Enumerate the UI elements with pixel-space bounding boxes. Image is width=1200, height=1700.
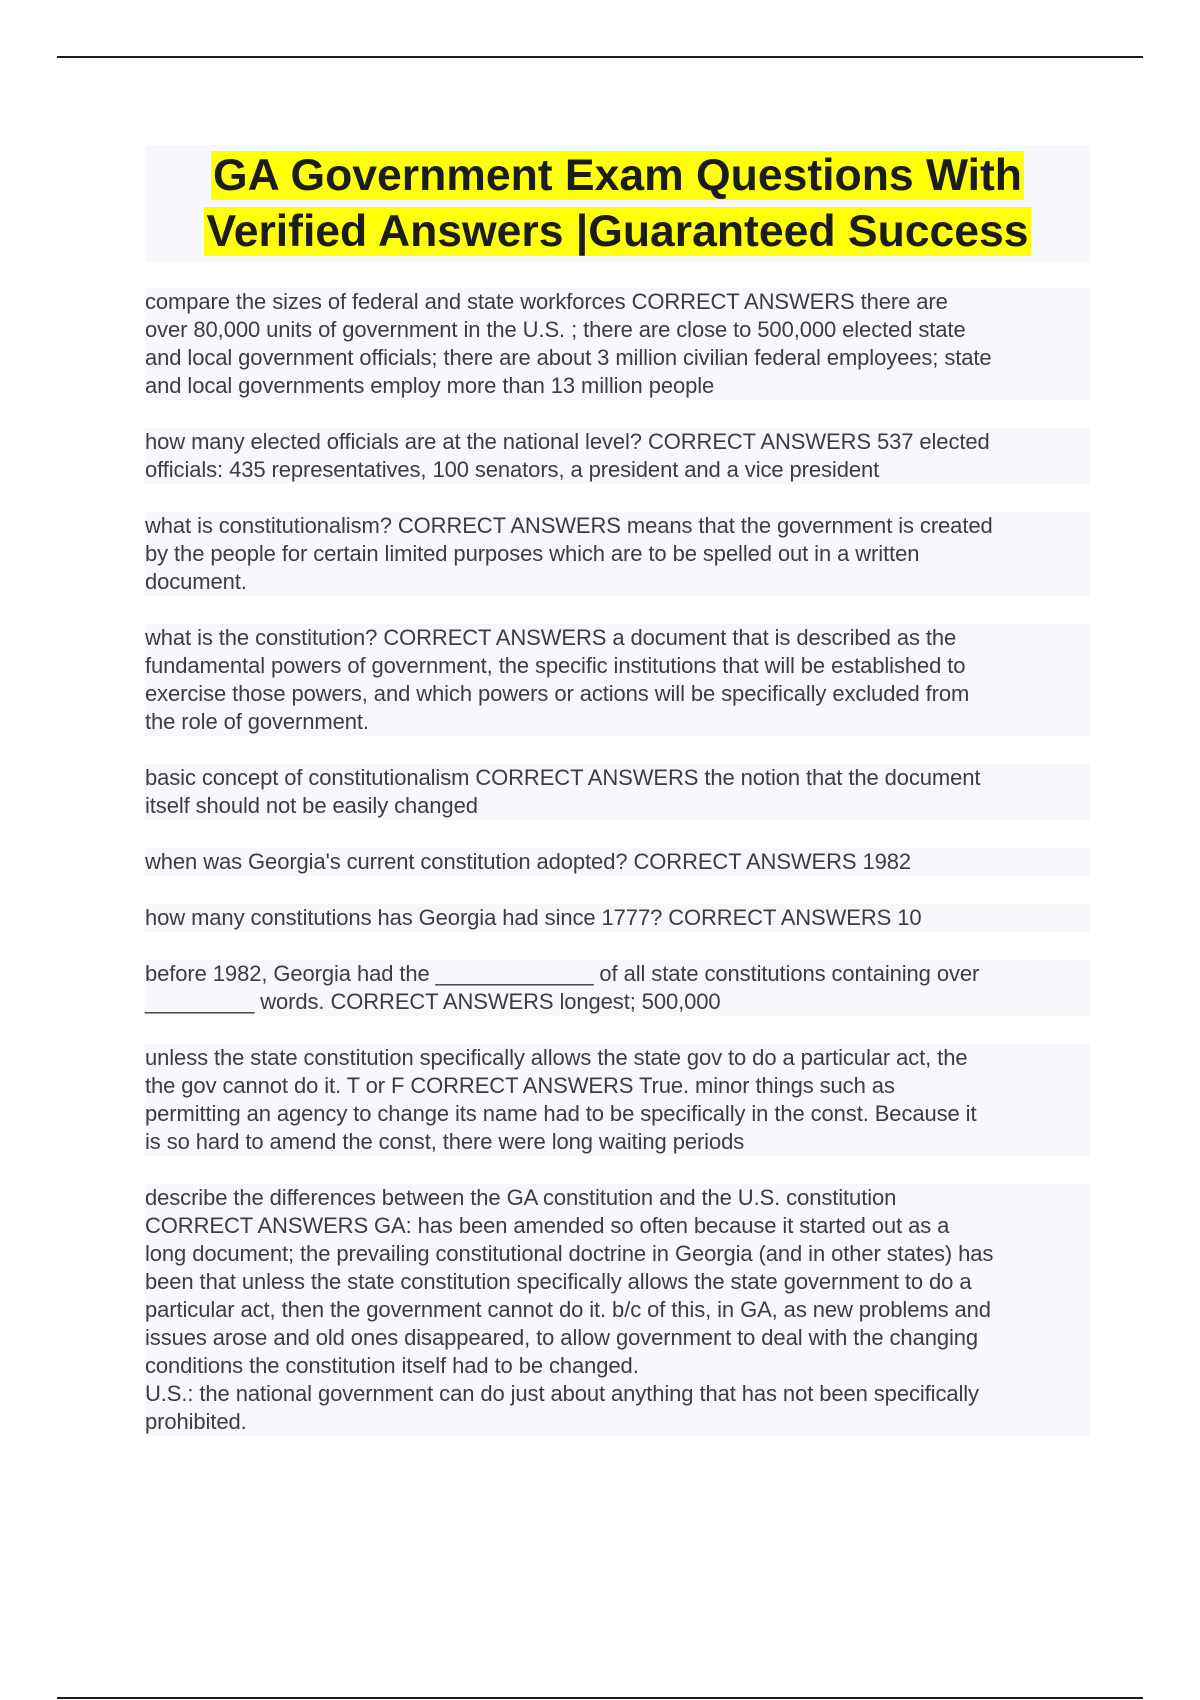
qa-line: what is the constitution? CORRECT ANSWERS a document that is described as the	[145, 625, 957, 650]
qa-line: _________ words. CORRECT ANSWERS longest; 500,000	[145, 989, 721, 1014]
qa-item	[145, 288, 1090, 400]
qa-line: itself should not be easily changed	[145, 793, 478, 818]
qa-item	[145, 848, 1090, 876]
document-title	[145, 145, 1090, 262]
qa-line: and local government officials; there are about 3 million civilian federal employees; state	[145, 345, 992, 370]
qa-line: describe the differences between the GA constitution and the U.S. constitution	[145, 1185, 897, 1210]
qa-line: document.	[145, 569, 247, 594]
qa-line: before 1982, Georgia had the _____________ of all state constitutions containing over	[145, 961, 980, 986]
qa-item	[145, 512, 1090, 596]
qa-line: what is constitutionalism? CORRECT ANSWERS means that the government is created	[145, 513, 993, 538]
qa-line: officials: 435 representatives, 100 senators, a president and a vice president	[145, 457, 880, 482]
qa-line: permitting an agency to change its name had to be specifically in the const. Because it	[145, 1101, 977, 1126]
qa-line: prohibited.	[145, 1409, 247, 1434]
qa-line: and local governments employ more than 13 million people	[145, 373, 715, 398]
bottom-rule	[57, 1697, 1143, 1699]
qa-list	[145, 288, 1090, 1436]
qa-line: the role of government.	[145, 709, 369, 734]
qa-line: by the people for certain limited purposes which are to be spelled out in a written	[145, 541, 920, 566]
qa-item	[145, 960, 1090, 1016]
qa-line: issues arose and old ones disappeared, to allow government to deal with the changing	[145, 1325, 979, 1350]
qa-line: conditions the constitution itself had to be changed.	[145, 1353, 639, 1378]
qa-item	[145, 428, 1090, 484]
qa-item	[145, 1044, 1090, 1156]
qa-line: CORRECT ANSWERS GA: has been amended so often because it started out as a	[145, 1213, 950, 1238]
title-line-1: GA Government Exam Questions With	[213, 151, 1022, 200]
qa-line: how many elected officials are at the national level? CORRECT ANSWERS 537 elected	[145, 429, 990, 454]
qa-line: U.S.: the national government can do just about anything that has not been specifically	[145, 1381, 979, 1406]
qa-line: basic concept of constitutionalism CORRECT ANSWERS the notion that the document	[145, 765, 981, 790]
qa-line: compare the sizes of federal and state workforces CORRECT ANSWERS there are	[145, 289, 948, 314]
qa-item	[145, 764, 1090, 820]
qa-line: over 80,000 units of government in the U.S. ; there are close to 500,000 elected state	[145, 317, 966, 342]
qa-line: long document; the prevailing constitutional doctrine in Georgia (and in other states) has	[145, 1241, 994, 1266]
document-body	[145, 145, 1090, 1464]
qa-line: how many constitutions has Georgia had since 1777? CORRECT ANSWERS 10	[145, 905, 922, 930]
qa-line: is so hard to amend the const, there were long waiting periods	[145, 1129, 745, 1154]
qa-item	[145, 1184, 1090, 1436]
qa-item	[145, 904, 1090, 932]
title-line-2: Verified Answers |Guaranteed Success	[206, 207, 1029, 256]
qa-line: particular act, then the government cannot do it. b/c of this, in GA, as new problems and	[145, 1297, 991, 1322]
qa-line: exercise those powers, and which powers or actions will be specifically excluded from	[145, 681, 970, 706]
qa-line: unless the state constitution specifically allows the state gov to do a particular act, the	[145, 1045, 968, 1070]
top-rule	[57, 56, 1143, 58]
qa-item	[145, 624, 1090, 736]
qa-line: fundamental powers of government, the specific institutions that will be established to	[145, 653, 966, 678]
qa-line: when was Georgia's current constitution adopted? CORRECT ANSWERS 1982	[145, 849, 912, 874]
qa-line: the gov cannot do it. T or F CORRECT ANSWERS True. minor things such as	[145, 1073, 895, 1098]
qa-line: been that unless the state constitution specifically allows the state government to do a	[145, 1269, 972, 1294]
